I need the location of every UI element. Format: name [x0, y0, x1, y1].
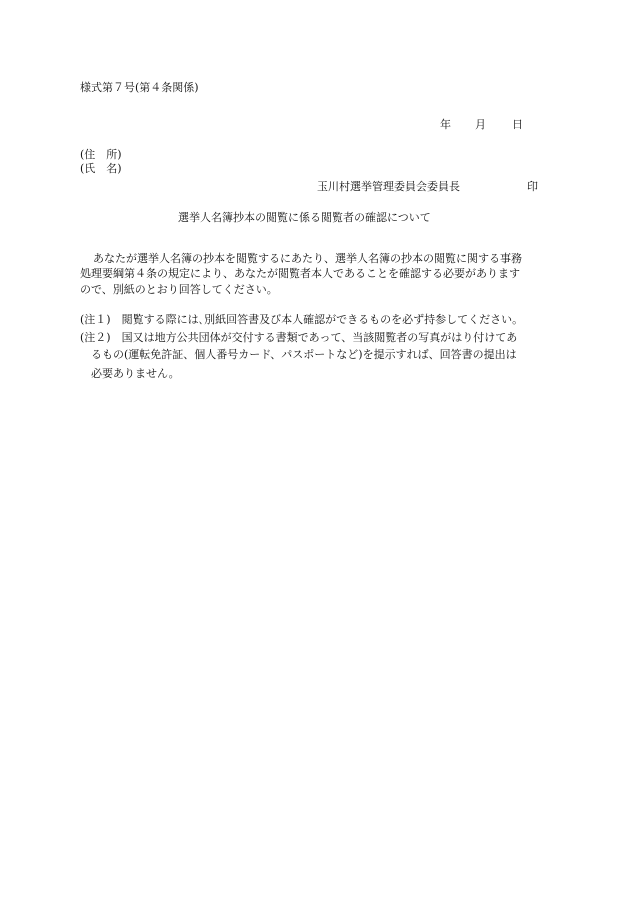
- form-number: 様式第７号(第４条関係): [80, 81, 199, 94]
- seal-mark: 印: [527, 180, 538, 193]
- date-year: 年: [440, 118, 451, 131]
- date-line: [440, 118, 523, 132]
- date-month: 月: [475, 118, 486, 131]
- note-2-line-2: るもの(運転免許証、個人番号カード、パスポートなど)を提示すれば、回答書の提出は: [91, 348, 517, 361]
- name-label: (氏 名): [80, 162, 122, 175]
- body-line-2: 処理要綱第４条の規定により、あなたが閲覧者本人であることを確認する必要があります: [80, 267, 520, 280]
- address-label: (住 所): [80, 148, 122, 161]
- body-line-1: あなたが選挙人名簿の抄本を閲覧するにあたり、選挙人名簿の抄本の閲覧に関する事務: [93, 252, 522, 265]
- note-1: (注１) 閲覧する際には､別紙回答書及び本人確認ができるものを必ず持参してください。: [80, 313, 524, 326]
- note-2-line-3: 必要ありません。: [91, 367, 180, 380]
- document-title: 選挙人名簿抄本の閲覧に係る閲覧者の確認について: [178, 211, 431, 224]
- note-2-line-1: (注２) 国又は地方公共団体が交付する書類であって、当該閲覧者の写真がはり付けてあ: [80, 331, 518, 344]
- date-day: 日: [512, 118, 523, 131]
- committee-chair: 玉川村選挙管理委員会委員長: [317, 180, 460, 193]
- body-line-3: ので、別紙のとおり回答してください。: [80, 283, 278, 296]
